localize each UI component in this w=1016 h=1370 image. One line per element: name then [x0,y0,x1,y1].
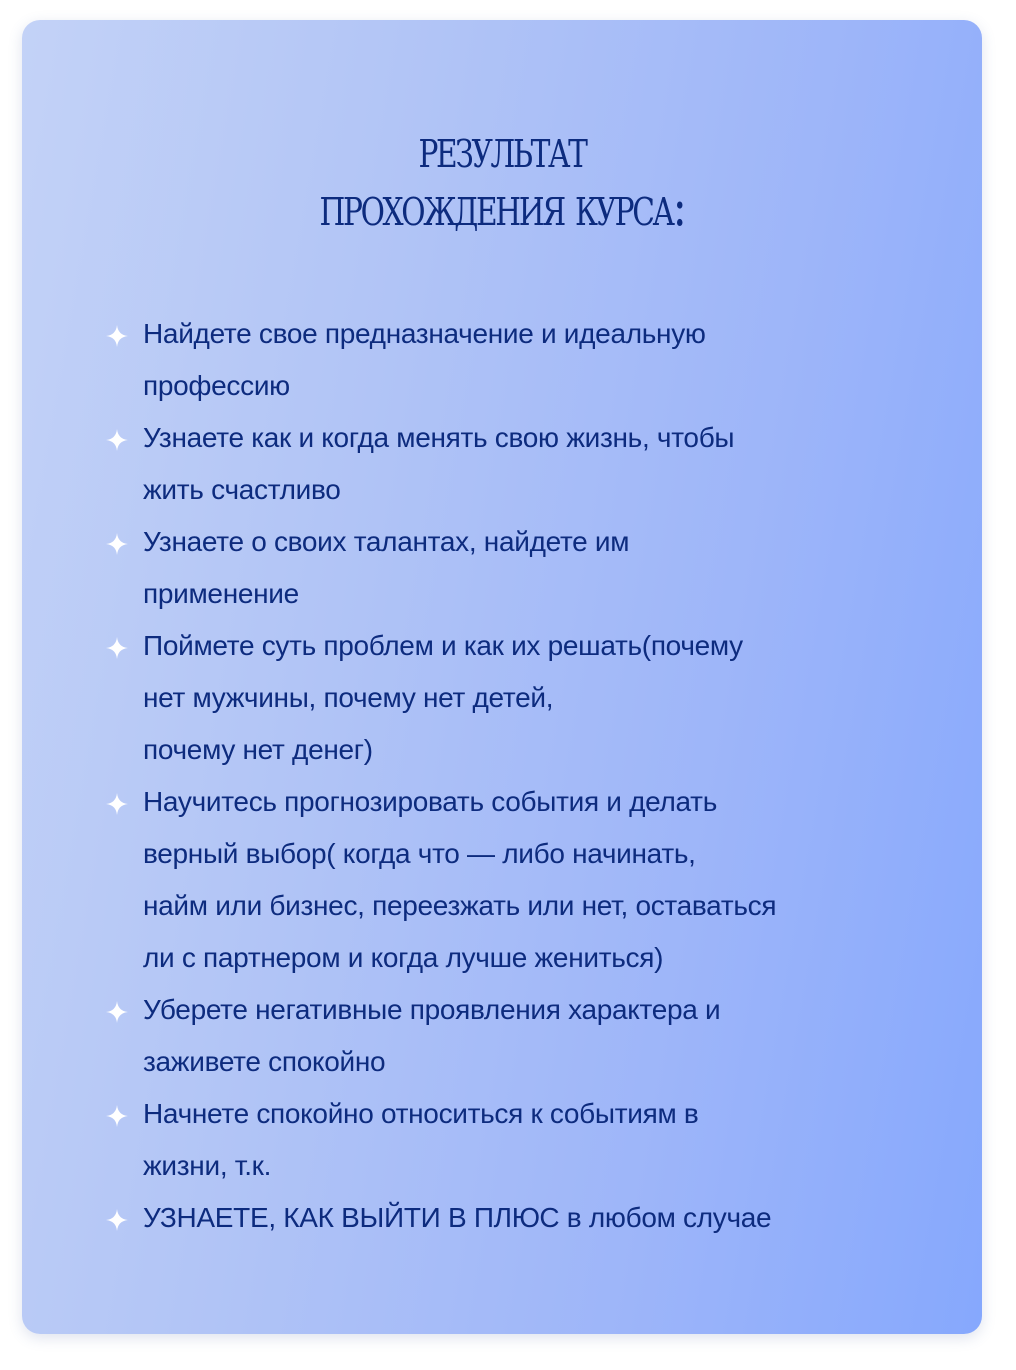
sparkle-icon [106,793,128,815]
list-item-text: УЗНАЕТЕ, КАК ВЫЙТИ В ПЛЮС в любом случае [143,1202,772,1233]
sparkle-icon [106,1209,128,1231]
list-item-text: Узнаете о своих талантах, найдете им применение [143,526,630,609]
list-item [106,308,926,412]
sparkle-icon [106,637,128,659]
list-item [106,1088,926,1192]
title-line-1: результат [418,117,586,180]
sparkle-icon [106,429,128,451]
title-line-2: прохождения курса: [319,175,685,238]
list-item [106,412,926,516]
list-item [106,516,926,620]
sparkle-icon [106,533,128,555]
sparkle-icon [106,1105,128,1127]
list-item-text: Узнаете как и когда менять свою жизнь, чтобы жить счастливо [143,422,735,505]
list-item-text: Уберете негативные проявления характера и заживете спокойно [143,994,721,1077]
list-item-text: Найдете свое предназначение и идеальную профессию [143,318,706,401]
list-item [106,620,926,776]
results-list [106,308,926,1244]
sparkle-icon [106,325,128,347]
list-item-text: Научитесь прогнозировать события и делать верный выбор( когда что — либо начинать, найм или бизнес, переезжать или нет, оставаться ли с партнером и когда лучше жениться) [143,786,777,973]
list-item-text: Начнете спокойно относиться к событиям в жизни, т.к. [143,1098,699,1181]
list-item [106,1192,926,1244]
sparkle-icon [106,1001,128,1023]
list-item-text: Поймете суть проблем и как их решать(почему нет мужчины, почему нет детей, почему нет денег) [143,630,743,765]
list-item [106,984,926,1088]
list-item [106,776,926,984]
content-card [22,20,982,1334]
page-title [128,117,877,238]
